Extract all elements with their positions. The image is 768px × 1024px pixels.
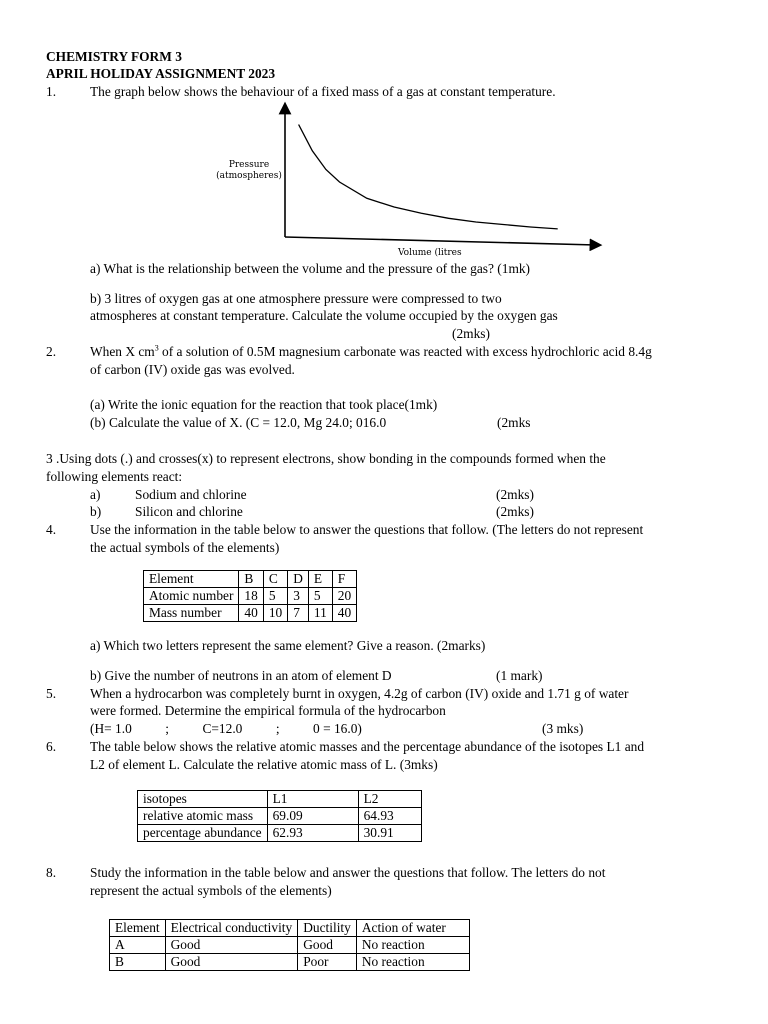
table-cell: Mass number bbox=[144, 605, 239, 622]
table-cell: 18 bbox=[239, 588, 263, 605]
table-cell: 5 bbox=[263, 588, 287, 605]
q5-atomic-masses: (H= 1.0 ; C=12.0 ; 0 = 16.0) bbox=[90, 721, 362, 736]
q1-part-b-line2: atmospheres at constant temperature. Calculate the volume occupied by the oxygen gas bbox=[90, 308, 558, 323]
q6-line2: L2 of element L. Calculate the relative atomic mass of L. (3mks) bbox=[90, 757, 438, 772]
q2-number: 2. bbox=[46, 344, 57, 359]
table-cell: 40 bbox=[239, 605, 263, 622]
table-cell: 69.09 bbox=[267, 808, 358, 825]
table-cell: C bbox=[263, 571, 287, 588]
q6-number: 6. bbox=[46, 739, 57, 754]
q8-number: 8. bbox=[46, 865, 57, 880]
q3-part-b-text: Silicon and chlorine bbox=[135, 504, 243, 519]
document-subtitle: APRIL HOLIDAY ASSIGNMENT 2023 bbox=[46, 66, 276, 81]
table-row bbox=[144, 571, 357, 588]
q3-part-b-label: b) bbox=[90, 504, 102, 519]
q3-part-a-text: Sodium and chlorine bbox=[135, 487, 247, 502]
q3-line2: following elements react: bbox=[46, 469, 183, 484]
table-cell: 11 bbox=[308, 605, 332, 622]
q2-part-b: (b) Calculate the value of X. (C = 12.0, Mg 24.0; 016.0 bbox=[90, 415, 387, 430]
table-cell: F bbox=[332, 571, 356, 588]
table-row bbox=[144, 605, 357, 622]
isotope-table bbox=[137, 790, 422, 842]
table-cell: isotopes bbox=[138, 791, 268, 808]
table-row bbox=[138, 791, 422, 808]
q6-line1: The table below shows the relative atomic masses and the percentage abundance of the isotopes L1 and bbox=[90, 739, 645, 754]
table-cell: A bbox=[110, 937, 166, 954]
q4-line1: Use the information in the table below to answer the questions that follow. (The letters do not represent bbox=[90, 522, 644, 537]
q4-number: 4. bbox=[46, 522, 57, 537]
q4-line2: the actual symbols of the elements) bbox=[90, 540, 280, 555]
table-cell: 5 bbox=[308, 588, 332, 605]
table-cell: 30.91 bbox=[358, 825, 421, 842]
table-cell: B bbox=[239, 571, 263, 588]
q3-part-a-marks: (2mks) bbox=[496, 487, 534, 502]
table-cell: Good bbox=[298, 937, 357, 954]
table-cell: No reaction bbox=[356, 937, 469, 954]
q2-line2: of carbon (IV) oxide gas was evolved. bbox=[90, 362, 295, 377]
table-cell: B bbox=[110, 954, 166, 971]
table-row bbox=[138, 808, 422, 825]
y-axis-label-line2: (atmospheres) bbox=[216, 171, 282, 181]
table-cell: 20 bbox=[332, 588, 356, 605]
q4-part-a: a) Which two letters represent the same element? Give a reason. (2marks) bbox=[90, 638, 486, 653]
table-cell: Electrical conductivity bbox=[165, 920, 298, 937]
q1-part-b-line1: b) 3 litres of oxygen gas at one atmosphere pressure were compressed to two bbox=[90, 291, 502, 306]
q1-part-b-marks: (2mks) bbox=[452, 326, 490, 341]
table-cell: percentage abundance bbox=[138, 825, 268, 842]
q5-line2: were formed. Determine the empirical formula of the hydrocarbon bbox=[90, 703, 446, 718]
table-cell: relative atomic mass bbox=[138, 808, 268, 825]
element-table bbox=[143, 570, 357, 622]
q3-part-a-label: a) bbox=[90, 487, 101, 502]
table-row bbox=[110, 954, 470, 971]
table-cell: 62.93 bbox=[267, 825, 358, 842]
q3-line1: 3 .Using dots (.) and crosses(x) to represent electrons, show bonding in the compounds formed when the bbox=[46, 451, 606, 466]
properties-table bbox=[109, 919, 470, 971]
q8-line2: represent the actual symbols of the elements) bbox=[90, 883, 332, 898]
table-row bbox=[110, 920, 470, 937]
table-cell: Good bbox=[165, 937, 298, 954]
q5-line1: When a hydrocarbon was completely burnt in oxygen, 4.2g of carbon (IV) oxide and 1.71 g of water bbox=[90, 686, 629, 701]
table-cell: D bbox=[288, 571, 309, 588]
table-cell: Element bbox=[144, 571, 239, 588]
table-cell: Ductility bbox=[298, 920, 357, 937]
table-row bbox=[138, 825, 422, 842]
q5-marks: (3 mks) bbox=[542, 721, 584, 736]
q1-text: The graph below shows the behaviour of a fixed mass of a gas at constant temperature. bbox=[90, 84, 556, 99]
table-cell: Good bbox=[165, 954, 298, 971]
x-axis bbox=[285, 237, 596, 245]
table-cell: Atomic number bbox=[144, 588, 239, 605]
table-cell: Poor bbox=[298, 954, 357, 971]
table-cell: 3 bbox=[288, 588, 309, 605]
q3-part-b-marks: (2mks) bbox=[496, 504, 534, 519]
table-cell: 64.93 bbox=[358, 808, 421, 825]
table-cell: 10 bbox=[263, 605, 287, 622]
q4-part-b: b) Give the number of neutrons in an atom of element D bbox=[90, 668, 392, 683]
document-title: CHEMISTRY FORM 3 bbox=[46, 49, 182, 64]
q2-line1: When X $cm^3$ of a solution of 0.5M magnesium carbonate was reacted with excess hydrochloric acid 8.4g bbox=[90, 343, 652, 359]
table-cell: 7 bbox=[288, 605, 309, 622]
table-cell: L2 bbox=[358, 791, 421, 808]
table-row bbox=[110, 937, 470, 954]
q4-part-b-marks: (1 mark) bbox=[496, 668, 543, 683]
q1-part-a: a) What is the relationship between the volume and the pressure of the gas? (1mk) bbox=[90, 261, 531, 276]
q2-part-b-marks: (2mks bbox=[497, 415, 531, 430]
table-row bbox=[144, 588, 357, 605]
table-cell: Action of water bbox=[356, 920, 469, 937]
table-cell: L1 bbox=[267, 791, 358, 808]
table-cell: E bbox=[308, 571, 332, 588]
pressure-volume-graph bbox=[200, 100, 610, 260]
pressure-volume-curve bbox=[299, 125, 558, 229]
table-cell: 40 bbox=[332, 605, 356, 622]
q2-part-a: (a) Write the ionic equation for the reaction that took place(1mk) bbox=[90, 397, 438, 412]
table-cell: No reaction bbox=[356, 954, 469, 971]
q8-line1: Study the information in the table below and answer the questions that follow. The letters do not bbox=[90, 865, 606, 880]
q5-number: 5. bbox=[46, 686, 57, 701]
y-axis-label-line1: Pressure bbox=[228, 160, 270, 170]
table-cell: Element bbox=[110, 920, 166, 937]
x-axis-label: Volume (litres bbox=[398, 248, 462, 258]
q1-number: 1. bbox=[46, 84, 57, 99]
